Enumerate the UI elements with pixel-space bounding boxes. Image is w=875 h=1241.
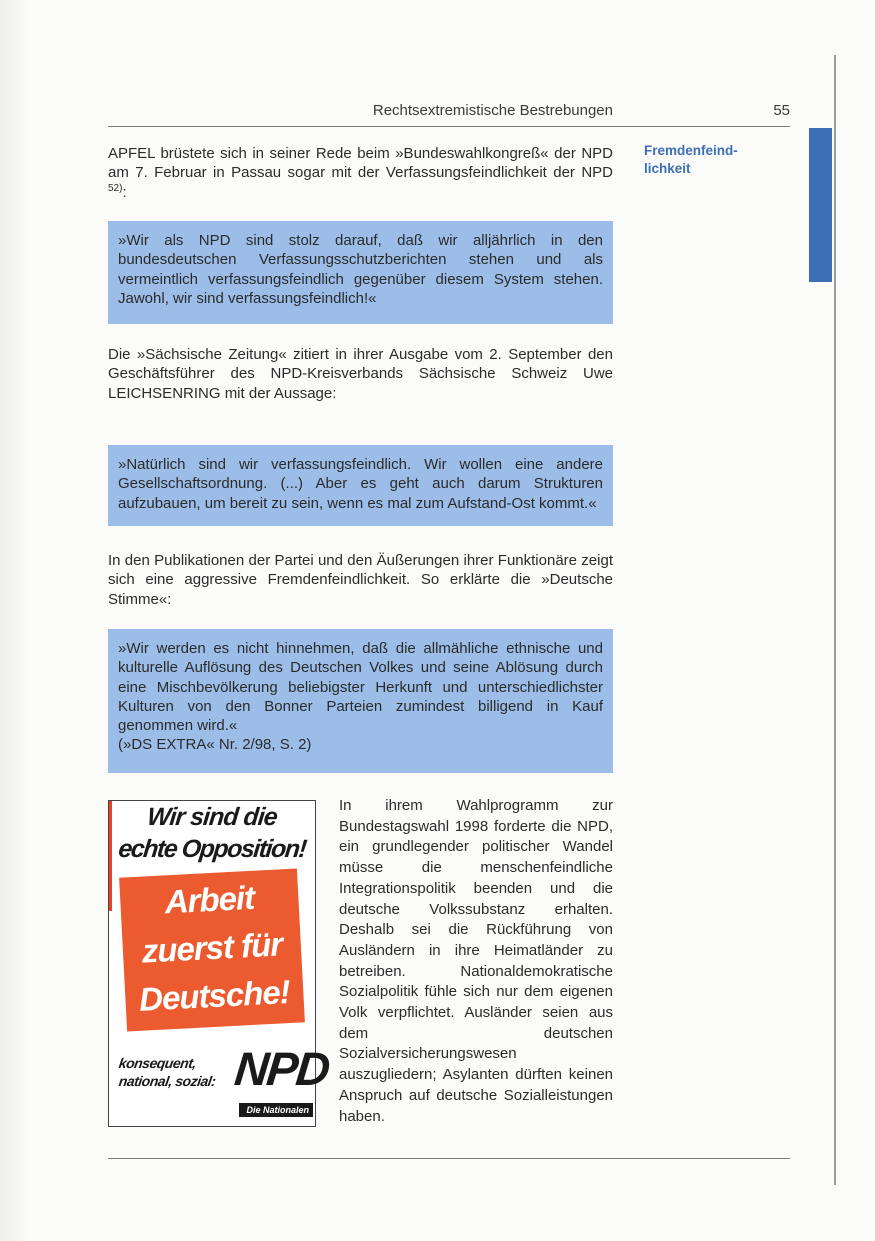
- footer-rule: [108, 1158, 790, 1159]
- quote-block-3: [108, 629, 613, 773]
- paragraph-1-tail: :: [122, 183, 127, 201]
- quote-3-source: (»DS EXTRA« Nr. 2/98, S. 2): [118, 736, 312, 754]
- chapter-tab-marker: [809, 128, 832, 282]
- paragraph-3: In den Publikationen der Partei und den Äußerungen ihrer Funktionäre zeigt sich eine aggressive Fremdenfeindlichkeit. So erklärte die »Deutsche Stimme«:: [108, 552, 613, 608]
- quote-block-2: [108, 445, 613, 526]
- poster-slogan-line1: Wir sind die: [145, 803, 279, 831]
- quote-block-1: [108, 221, 613, 324]
- quote-3-text: »Wir werden es nicht hinnehmen, daß die allmähliche ethnische und kulturelle Auflösung des Deutschen Volkes und seine Ablösung durch eine Mischbevölkerung beliebigster Herkunft und unterschiedlichster Kulturen von den Bonner Parteien zumindest billigend in Kauf genommen wird.«: [118, 640, 603, 735]
- npd-election-poster: [108, 800, 332, 1127]
- margin-note-line2: lichkeit: [644, 161, 691, 176]
- poster-slogan-line2: echte Opposition!: [117, 835, 308, 863]
- quote-2-text: »Natürlich sind wir verfassungsfeindlich. Wir wollen eine andere Gesellschaftsordnung. (...) Aber es geht auch darum Strukturen aufzubauen, um bereit zu sein, wenn es mal zum Aufstand-Ost kommt.«: [118, 456, 603, 512]
- npd-logo: NPD: [232, 1042, 332, 1095]
- margin-note-line1: Fremdenfeind-: [644, 143, 738, 158]
- poster-orange-box: [119, 868, 305, 1031]
- page-edge-line: [834, 55, 836, 1185]
- poster-box-line1: Arbeit: [163, 878, 255, 921]
- npd-logo-subtitle: Die Nationalen: [239, 1103, 313, 1117]
- paragraph-4: In ihrem Wahlprogramm zur Bundestagswahl 1998 forderte die NPD, ein grundlegender politischer Wandel müsse die menschenfeindliche Integrationspolitik beenden und die deutsche Volkssubstanz erhalten. Deshalb sei die Rückführung von Ausländern in ihre Heimatländer zu betreiben. Nationaldemokratische Sozialpolitik fühle sich nur dem eigenen Volk verpflichtet. Ausländer seien aus dem deutschen Sozialversicherungswesen auszugliedern; Asylanten dürften keinen Anspruch auf deutsche Sozialleistungen haben.: [339, 797, 613, 1125]
- poster-box-line2: zuerst für: [140, 925, 283, 970]
- page-number: 55: [773, 102, 790, 119]
- page-fold-shadow: [0, 0, 30, 1241]
- poster-box-line3: Deutsche!: [138, 973, 291, 1018]
- running-title: Rechtsextremistische Bestrebungen: [372, 102, 613, 119]
- poster-tagline-line2: national, sozial:: [117, 1073, 217, 1089]
- paragraph-1: [108, 144, 613, 202]
- paragraph-1-text: APFEL brüstete sich in seiner Rede beim »Bundeswahlkongreß« der NPD am 7. Februar in Passau sogar mit der Verfassungsfeindlichkeit der NPD: [108, 145, 613, 182]
- paragraph-2: Die »Sächsische Zeitung« zitiert in ihrer Ausgabe vom 2. September den Geschäftsführer des NPD-Kreisverbands Sächsische Schweiz Uwe LEICHSENRING mit der Aussage:: [108, 346, 613, 402]
- header-rule: [108, 126, 790, 127]
- footnote-ref: 52): [108, 182, 123, 194]
- margin-note: [644, 142, 784, 178]
- quote-1-text: »Wir als NPD sind stolz darauf, daß wir alljährlich in den bundesdeutschen Verfassungsschutzberichten stehen und als vermeintlich verfassungsfeindlich gegenüber diesem System stehen. Jawohl, wir sind verfassungsfeindlich!«: [118, 232, 603, 307]
- poster-tagline-line1: konsequent,: [117, 1055, 198, 1071]
